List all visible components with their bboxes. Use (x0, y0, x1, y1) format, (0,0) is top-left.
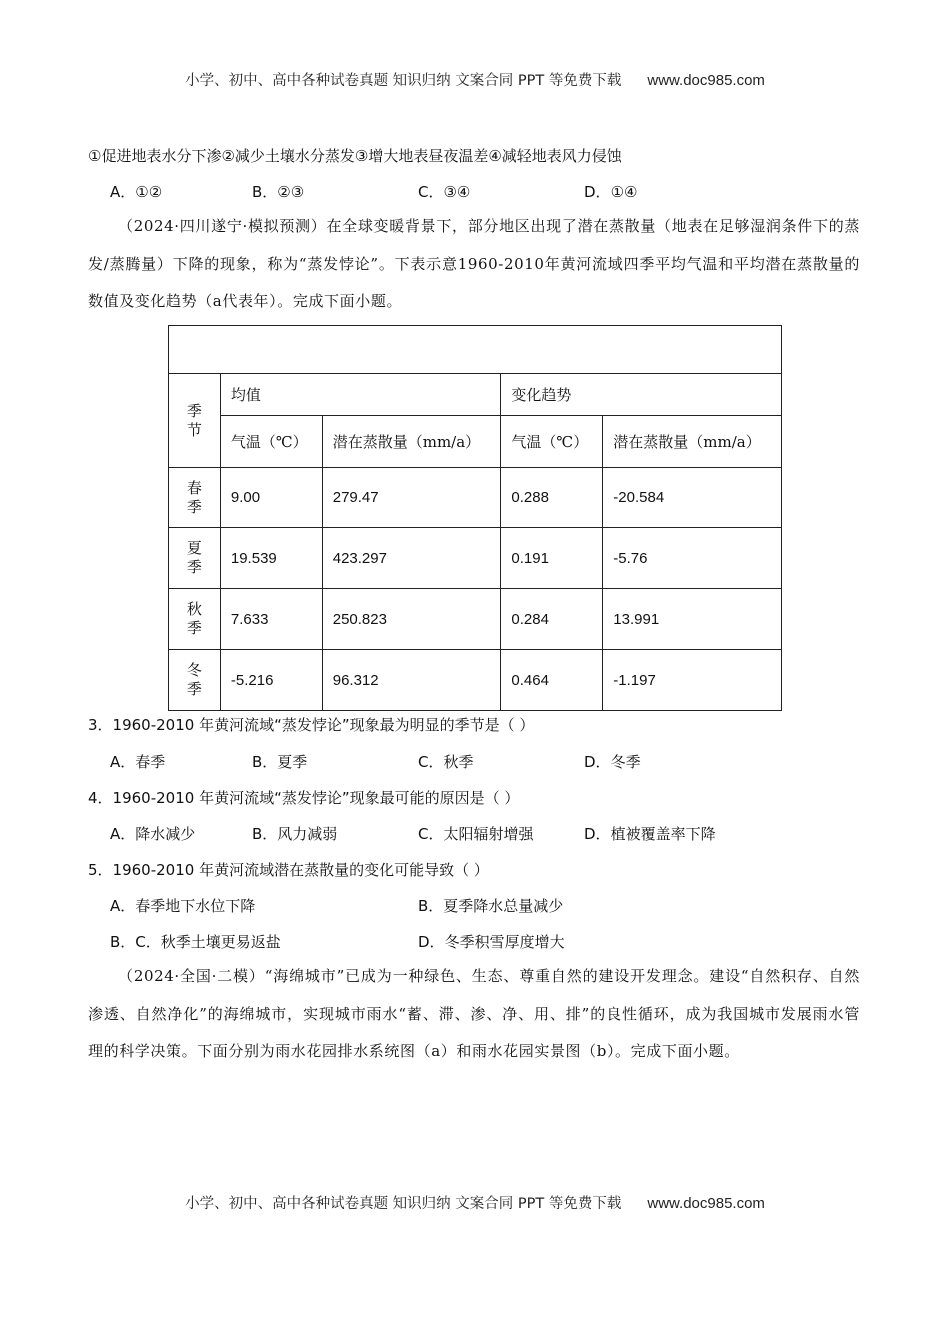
cell-mean-pet: 250.823 (322, 589, 501, 650)
prev-question-statements: ①促进地表水分下渗②减少土壤水分蒸发③增大地表昼夜温差④减轻地表风力侵蚀 (88, 147, 622, 165)
season-cell: 冬 季 (169, 650, 221, 711)
sub-header-trend-pet: 潜在蒸散量（mm/a） (603, 416, 782, 468)
q4-option-a[interactable]: A．降水减少 (110, 825, 196, 843)
cell-mean-temp: 19.539 (220, 528, 322, 589)
page-header (0, 69, 950, 90)
footer-text: 小学、初中、高中各种试卷真题 知识归纳 文案合同 PPT 等免费下载 (185, 1196, 622, 1212)
question-3-stem: 3．1960-2010 年黄河流域“蒸发悖论”现象最为明显的季节是（ ） (88, 716, 535, 734)
prev-option-a[interactable]: A．①② (110, 183, 163, 201)
group-header-trend: 变化趋势 (501, 374, 782, 416)
sub-header-trend-temp: 气温（℃） (501, 416, 603, 468)
cell-trend-temp: 0.464 (501, 650, 603, 711)
cell-trend-pet: -20.584 (603, 468, 782, 528)
cell-trend-pet: 13.991 (603, 589, 782, 650)
cell-mean-pet: 96.312 (322, 650, 501, 711)
table-group-header-row (169, 374, 782, 416)
evaporation-table (168, 325, 782, 711)
season-cell: 秋 季 (169, 589, 221, 650)
cell-trend-pet: -1.197 (603, 650, 782, 711)
intro-paragraph-sponge-city: （2024·全国·二模）“海绵城市”已成为一种绿色、生态、尊重自然的建设开发理念。建设“自然积存、自然渗透、自然净化”的海绵城市，实现城市雨水“蓄、滞、渗、净、用、排”的良性循环，成为我国城市发展雨水管理的科学决策。下面分别为雨水花园排水系统图（a）和雨水花园实景图（b）。完成下面小题。 (88, 967, 860, 1060)
group-header-mean: 均值 (220, 374, 501, 416)
cell-trend-temp: 0.191 (501, 528, 603, 589)
table-sub-header-row (169, 416, 782, 468)
season-cell: 春 季 (169, 468, 221, 528)
q5-option-a[interactable]: A．春季地下水位下降 (110, 897, 256, 915)
q5-option-c[interactable]: B．C．秋季土壤更易返盐 (110, 933, 281, 951)
cell-trend-temp: 0.284 (501, 589, 603, 650)
cell-mean-pet: 423.297 (322, 528, 501, 589)
question-5-stem: 5．1960-2010 年黄河流域潜在蒸散量的变化可能导致（ ） (88, 861, 489, 879)
cell-mean-temp: 7.633 (220, 589, 322, 650)
cell-trend-temp: 0.288 (501, 468, 603, 528)
sub-header-mean-temp: 气温（℃） (220, 416, 322, 468)
table-title (169, 326, 782, 374)
table-title-row (169, 326, 782, 374)
table-row (169, 528, 782, 589)
q3-option-c[interactable]: C．秋季 (418, 753, 474, 771)
q4-option-d[interactable]: D．植被覆盖率下降 (584, 825, 716, 843)
sub-header-mean-pet: 潜在蒸散量（mm/a） (322, 416, 501, 468)
q3-option-b[interactable]: B．夏季 (252, 753, 308, 771)
prev-option-d[interactable]: D．①④ (584, 183, 638, 201)
q5-option-b[interactable]: B．夏季降水总量减少 (418, 897, 564, 915)
q4-option-b[interactable]: B．风力减弱 (252, 825, 338, 843)
header-text: 小学、初中、高中各种试卷真题 知识归纳 文案合同 PPT 等免费下载 (185, 73, 622, 89)
header-url[interactable]: www.doc985.com (647, 72, 765, 89)
q3-option-d[interactable]: D．冬季 (584, 753, 641, 771)
table-row (169, 468, 782, 528)
season-cell: 夏 季 (169, 528, 221, 589)
q3-option-a[interactable]: A．春季 (110, 753, 166, 771)
cell-mean-temp: -5.216 (220, 650, 322, 711)
footer-url[interactable]: www.doc985.com (647, 1195, 765, 1212)
question-4-stem: 4．1960-2010 年黄河流域“蒸发悖论”现象最可能的原因是（ ） (88, 789, 520, 807)
cell-mean-temp: 9.00 (220, 468, 322, 528)
intro-paragraph-evaporation: （2024·四川遂宁·模拟预测）在全球变暖背景下，部分地区出现了潜在蒸散量（地表在足够湿润条件下的蒸发/蒸腾量）下降的现象，称为“蒸发悖论”。下表示意1960-2010年黄河流域四季平均气温和平均潜在蒸散量的数值及变化趋势（a代表年）。完成下面小题。 (88, 217, 860, 310)
q5-option-d[interactable]: D．冬季积雪厚度增大 (418, 933, 565, 951)
table-row (169, 589, 782, 650)
table-row (169, 650, 782, 711)
q4-option-c[interactable]: C．太阳辐射增强 (418, 825, 534, 843)
page-footer (0, 1192, 950, 1213)
cell-trend-pet: -5.76 (603, 528, 782, 589)
season-header: 季 节 (169, 374, 221, 468)
prev-option-c[interactable]: C．③④ (418, 183, 471, 201)
prev-option-b[interactable]: B．②③ (252, 183, 305, 201)
cell-mean-pet: 279.47 (322, 468, 501, 528)
